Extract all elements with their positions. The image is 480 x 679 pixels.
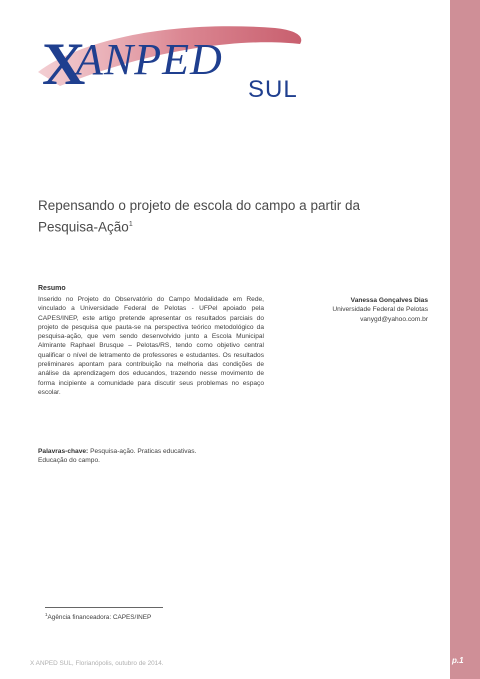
keywords-line-2: Educação do campo.	[38, 457, 100, 465]
paper-title	[38, 196, 408, 237]
logo-x-letter: X	[42, 31, 84, 97]
title-footnote-mark: 1	[128, 221, 133, 228]
logo-sul-text: SUL	[248, 76, 298, 103]
abstract-heading: Resumo	[38, 285, 66, 292]
footnote-mark: 1	[45, 612, 48, 617]
logo-anped-text: ANPED	[76, 35, 223, 84]
page-number: p.1	[452, 656, 464, 665]
keywords-line-1: Pesquisa-ação. Praticas educativas.	[88, 448, 197, 455]
footnote-divider	[45, 607, 163, 608]
author-email: vanygd@yahoo.com.br	[360, 315, 428, 323]
abstract-text: Inserido no Projeto do Observatório do Campo Modalidade em Rede, vinculado a Universidade Federal de Pelotas - UFPel apoiado pela CAPES/INEP, este artigo pretende apresentar os resultados parciais do projeto de pesquisa que pauta-se na perspectiva teórico metodológico da pesquisa-ação, que vem sendo desenvolvido junto a Escola Municipal Almirante Raphael Brusque – Pelotas/RS, tendo como objetivo central qualificar o nível de letramento de professores e estudantes. Os resultados preliminares apontam para contribuição na melhoria das condições de análise da aprendizagem dos educandos, trazendo nesse movimento de forma incipiente a comunidade para discutir seus problemas no espaço escolar.	[38, 296, 264, 396]
page-side-bar	[450, 0, 480, 679]
author-institution: Universidade Federal de Pelotas	[332, 306, 428, 314]
keywords-block	[38, 447, 264, 466]
footnote-text: Agência financeadora: CAPES/INEP	[47, 614, 152, 622]
anped-sul-logo	[20, 10, 310, 120]
title-line-1: Repensando o projeto de escola do campo a partir da	[38, 198, 360, 213]
footnote	[45, 612, 151, 621]
keywords-label: Palavras-chave:	[38, 448, 89, 455]
author-block	[292, 296, 428, 324]
title-line-2: Pesquisa-Ação	[38, 219, 129, 235]
page-footer: X ANPED SUL, Florianópolis, outubro de 2014.	[30, 660, 164, 667]
author-name: Vanessa Gonçalves Dias	[350, 297, 428, 304]
